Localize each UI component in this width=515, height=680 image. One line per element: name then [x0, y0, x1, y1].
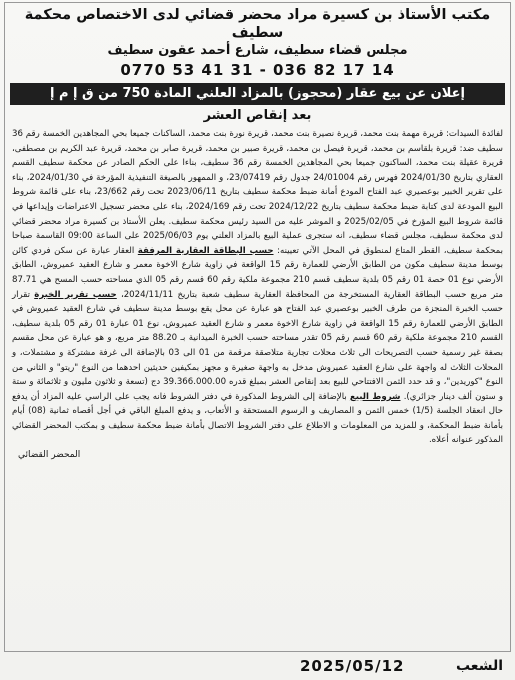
publication-date: 2025/05/12 [300, 657, 405, 675]
announcement-title: إعلان عن بيع عقار (محجوز) بالمزاد العلني المادة 750 من ق إ م إ [10, 83, 505, 105]
address-line: مجلس قضاء سطيف، شارع أحمد عقون سطيف [107, 43, 408, 58]
land-registry-heading: حسب البطاقة العقارية المرفقة [137, 245, 274, 256]
property-description: العقار عبارة عن سكن فردي كائن بوسط مدينة سطيف مكون من الطابق الأرضي للعمارة رقم 15 الواقعة في زاوية شارع الاخوة معمر و شارع العقيد عميروش، الطابق الأرضي نوع 01 حصة 01 رقم 05 بلدية سطيف قسم 210 مجموعة ملكية رقم 60 قسم رقم 05 الذي مساحته حسب المسح هي 87.71 متر مربع حسب البطاقة العقارية المستخرجة من المحافظة العقارية سطيف شعبة بتاريخ 2024/11/11، [12, 245, 504, 300]
announcement-subtitle: بعد إنقاص العشر [203, 108, 312, 123]
auction-paragraph: يعلن الأستاذ بن كسيرة مراد محضر قضائي لدى محكمة سطيف، مجلس قضاء سطيف، انه ستجرى عملية البيع بالمزاد العلني يوم 2025/06/03 على الساعة 09:00 القاسمة صباحا بمحكمة سطيف، القطر المتاع لمنطوق في المحل الآتي تعيينه: [12, 216, 504, 256]
phone-line: 0770 53 41 31 - 036 82 17 14 [120, 61, 395, 79]
office-line: مكتب الأستاذ بن كسيرة مراد محضر قضائي لدى الاختصاص محكمة سطيف [24, 7, 491, 41]
publication-footer [0, 654, 515, 678]
bailiff-signature: المحضر القضائي [18, 450, 81, 461]
newspaper-name: الشعب [455, 658, 503, 674]
sale-conditions-heading: شروط البيع [349, 391, 401, 402]
expert-report-text: تقرار حسب الخبرة المنجزة من طرف الخبير بوعصيري عبد الفتاح هو عبارة عن محل يقع بوسط مدينة سطيف في شارع العقيد عميروش في الطابق الأرضي للعمارة رقم 15 الواقعة في زاوية شارع الاخوة معمر و شارع العقيد عميروش، نوع 01 عبارة 01 رقم 05 بلدية سطيف، القسم 210 مجموعة ملكية رقم 60 قسم رقم 05 تقدر مساحته حسب الخبرة الميدانية بـ 88.20 متر مربع، و هو عبارة عن محل مقسم بصفة غير رسمية حسب التصريحات الى ثلاث محلات تجارية متلاصقة مرقمة من 01 الى 03 بالإضافة الى غرفة مشتركة و مشتملات، و المحلات الثلاث له واجهة على شارع العقيد عميروش مدخل به واجهة صغيرة و مجهز بمكيفين حديثين احدهما من النوع "ريتو" و الثاني من النوع "كوريدين"، و قد حدد الثمن الافتتاحي للبيع بعد إنقاص العشر بمبلغ قدره 39.366.000.00 دج (تسعة و ثلاثون مليون و ثلاثمائة و ستة و ستون ألف دينار جزائري). [12, 289, 504, 402]
expert-report-heading: حسب تقرير الخبرة [34, 289, 117, 300]
parties-paragraph: لفائدة السيدات: قريرة مهمة بنت محمد، قريرة نصيرة بنت محمد، قريرة نورة بنت محمد، الساكنات جميعا بحي المجاهدين الخمسة رقم 36 سطيف ضد: قريرة بلقاسم بن محمد، قريرة فيصل بن محمد، قريرة صبير بن محمد، قريرة صابر بن محمد، قريرة عبد الكريم بن مصطفى، قريرة عقيلة بنت محمد، الساكنون جميعا بحي المجاهدين الخمسة رقم 36 سطيف، بناءا على الحكم الصادر عن محكمة سطيف القسم العقاري بتاريخ 2024/01/30 فهرس رقم 24/01004 جدول رقم 23/07419، و الممهور بالصيغة التنفيذية المؤرخة في 2024/01/30، بناء على تقرير الخبير بوعصيري عبد الفتاح المودع أمانة ضبط محكمة سطيف بتاريخ 2023/06/11 تحت رقم 23/662، بناء على قائمة شروط البيع المودعة لدى كتابة ضبط محكمة سطيف بتاريخ 2024/12/22 تحت رقم 2024/169، بناء على محضر تسجيل الاعتراضات وإيداعها في قائمة شروط البيع المؤرخ في 2025/02/05 و الموشر عليه من السيد رئيس محكمة سطيف. [12, 129, 504, 227]
announcement-frame [4, 2, 511, 652]
sale-conditions-text: بالإضافة إلى الشروط المذكورة في دفتر الشروط فانه يجب على الراسي عليه المزاد أن يدفع حال انعقاد الجلسة (1/5) خمس الثمن و المصاريف و الرسوم المستحقة و الأتعاب، و يدفع المبلغ الباقي في أجل أقصاه ثمانية (08) أيام بأمانة ضبط المحكمة، و للمزيد من المعلومات و الاطلاع على دفتر الشروط الاتصال بأمانة ضبط محكمة سطيف و بمكتب المحضر القضائي المذكور عنوانه أعلاه. [12, 391, 503, 446]
